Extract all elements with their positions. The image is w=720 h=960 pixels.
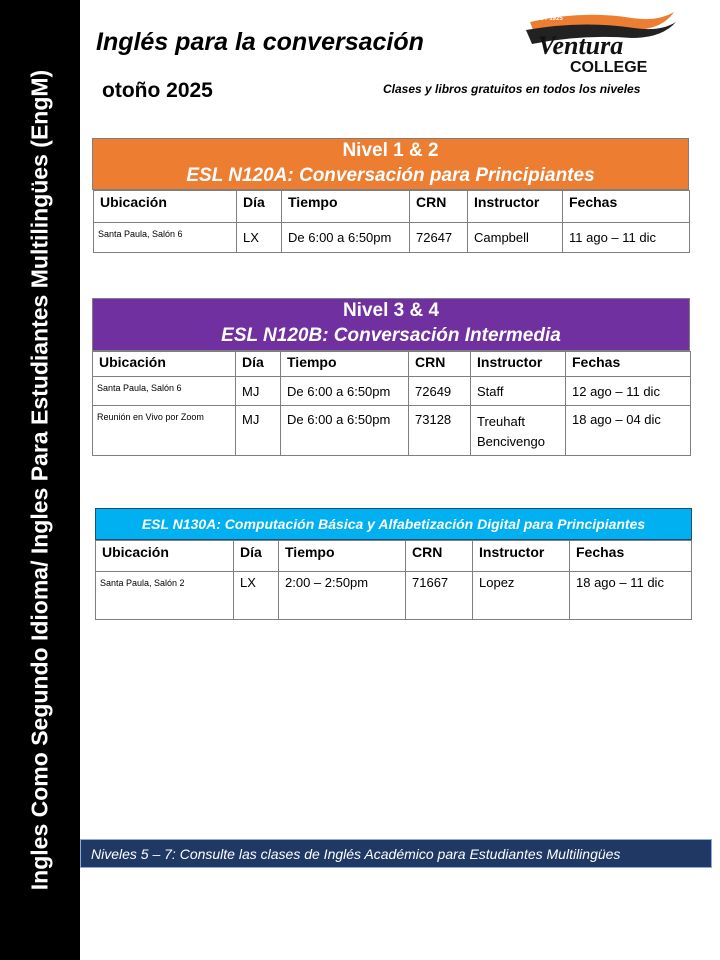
table-row [94, 223, 690, 253]
column-header: Instructor [471, 352, 566, 377]
instructor-cell: Lopez [473, 572, 570, 620]
column-header: CRN [410, 191, 468, 223]
course-banner-2 [92, 298, 690, 351]
time-cell: De 6:00 a 6:50pm [281, 377, 409, 406]
dates-cell: 18 ago – 11 dic [570, 572, 692, 620]
day-cell: LX [234, 572, 279, 620]
logo-badge: EST 1925 [536, 16, 563, 22]
season-label: otoño 2025 [102, 79, 213, 102]
time-cell: 2:00 – 2:50pm [279, 572, 406, 620]
location-cell: Reunión en Vivo por Zoom [93, 406, 236, 456]
logo-sub: COLLEGE [570, 59, 648, 76]
column-header: Día [234, 541, 279, 572]
page-title: Inglés para la conversación [96, 28, 424, 56]
schedule-table-3 [95, 540, 692, 620]
instructor-cell: Campbell [468, 223, 563, 253]
day-cell: MJ [236, 377, 281, 406]
column-header: CRN [406, 541, 473, 572]
crn-cell: 73128 [409, 406, 471, 456]
column-header: Fechas [570, 541, 692, 572]
time-cell: De 6:00 a 6:50pm [281, 406, 409, 456]
column-header: Fechas [566, 352, 691, 377]
table-row [96, 572, 692, 620]
column-header: Tiempo [281, 352, 409, 377]
column-header: Día [237, 191, 282, 223]
dates-cell: 18 ago – 04 dic [566, 406, 691, 456]
course-title: ESL N130A: Computación Básica y Alfabetización Digital para Principiantes [141, 516, 646, 532]
instructor-cell: Treuhaft Bencivengo [471, 406, 566, 456]
table-row [93, 406, 691, 456]
schedule-table-2 [92, 351, 691, 456]
column-header: Instructor [468, 191, 563, 223]
column-header: Tiempo [282, 191, 410, 223]
table-header-row [94, 191, 690, 223]
dates-cell: 12 ago – 11 dic [566, 377, 691, 406]
column-header: CRN [409, 352, 471, 377]
instructor-cell: Staff [471, 377, 566, 406]
course-title: ESL N120B: Conversación Intermedia [221, 325, 561, 346]
location-cell: Santa Paula, Salón 6 [93, 377, 236, 406]
column-header: Fechas [563, 191, 690, 223]
course-level: Nivel 1 & 2 [342, 140, 439, 161]
dates-cell: 11 ago – 11 dic [563, 223, 690, 253]
location-cell: Santa Paula, Salón 6 [94, 223, 237, 253]
column-header: Instructor [473, 541, 570, 572]
logo-name: Ventura [538, 31, 624, 60]
tagline: Clases y libros gratuitos en todos los niveles [383, 82, 641, 96]
course-banner-1 [92, 138, 689, 190]
crn-cell: 72647 [410, 223, 468, 253]
sidebar-title: Ingles Como Segundo Idioma/ Ingles Para Estudiantes Multilingües (EngM) [26, 69, 53, 891]
sidebar [0, 0, 80, 960]
schedule-table-1 [93, 190, 690, 253]
course-title: ESL N120A: Conversación para Principiantes [186, 165, 595, 186]
table-header-row [96, 541, 692, 572]
column-header: Ubicación [94, 191, 237, 223]
course-level: Nivel 3 & 4 [342, 300, 440, 321]
column-header: Ubicación [93, 352, 236, 377]
crn-cell: 71667 [406, 572, 473, 620]
time-cell: De 6:00 a 6:50pm [282, 223, 410, 253]
column-header: Día [236, 352, 281, 377]
day-cell: LX [237, 223, 282, 253]
crn-cell: 72649 [409, 377, 471, 406]
day-cell: MJ [236, 406, 281, 456]
footer-note: Niveles 5 – 7: Consulte las clases de Inglés Académico para Estudiantes Multilingües [80, 839, 712, 868]
location-cell: Santa Paula, Salón 2 [96, 572, 234, 620]
ventura-college-logo [522, 8, 678, 78]
table-header-row [93, 352, 691, 377]
column-header: Tiempo [279, 541, 406, 572]
table-row [93, 377, 691, 406]
column-header: Ubicación [96, 541, 234, 572]
course-banner-3 [95, 508, 692, 540]
